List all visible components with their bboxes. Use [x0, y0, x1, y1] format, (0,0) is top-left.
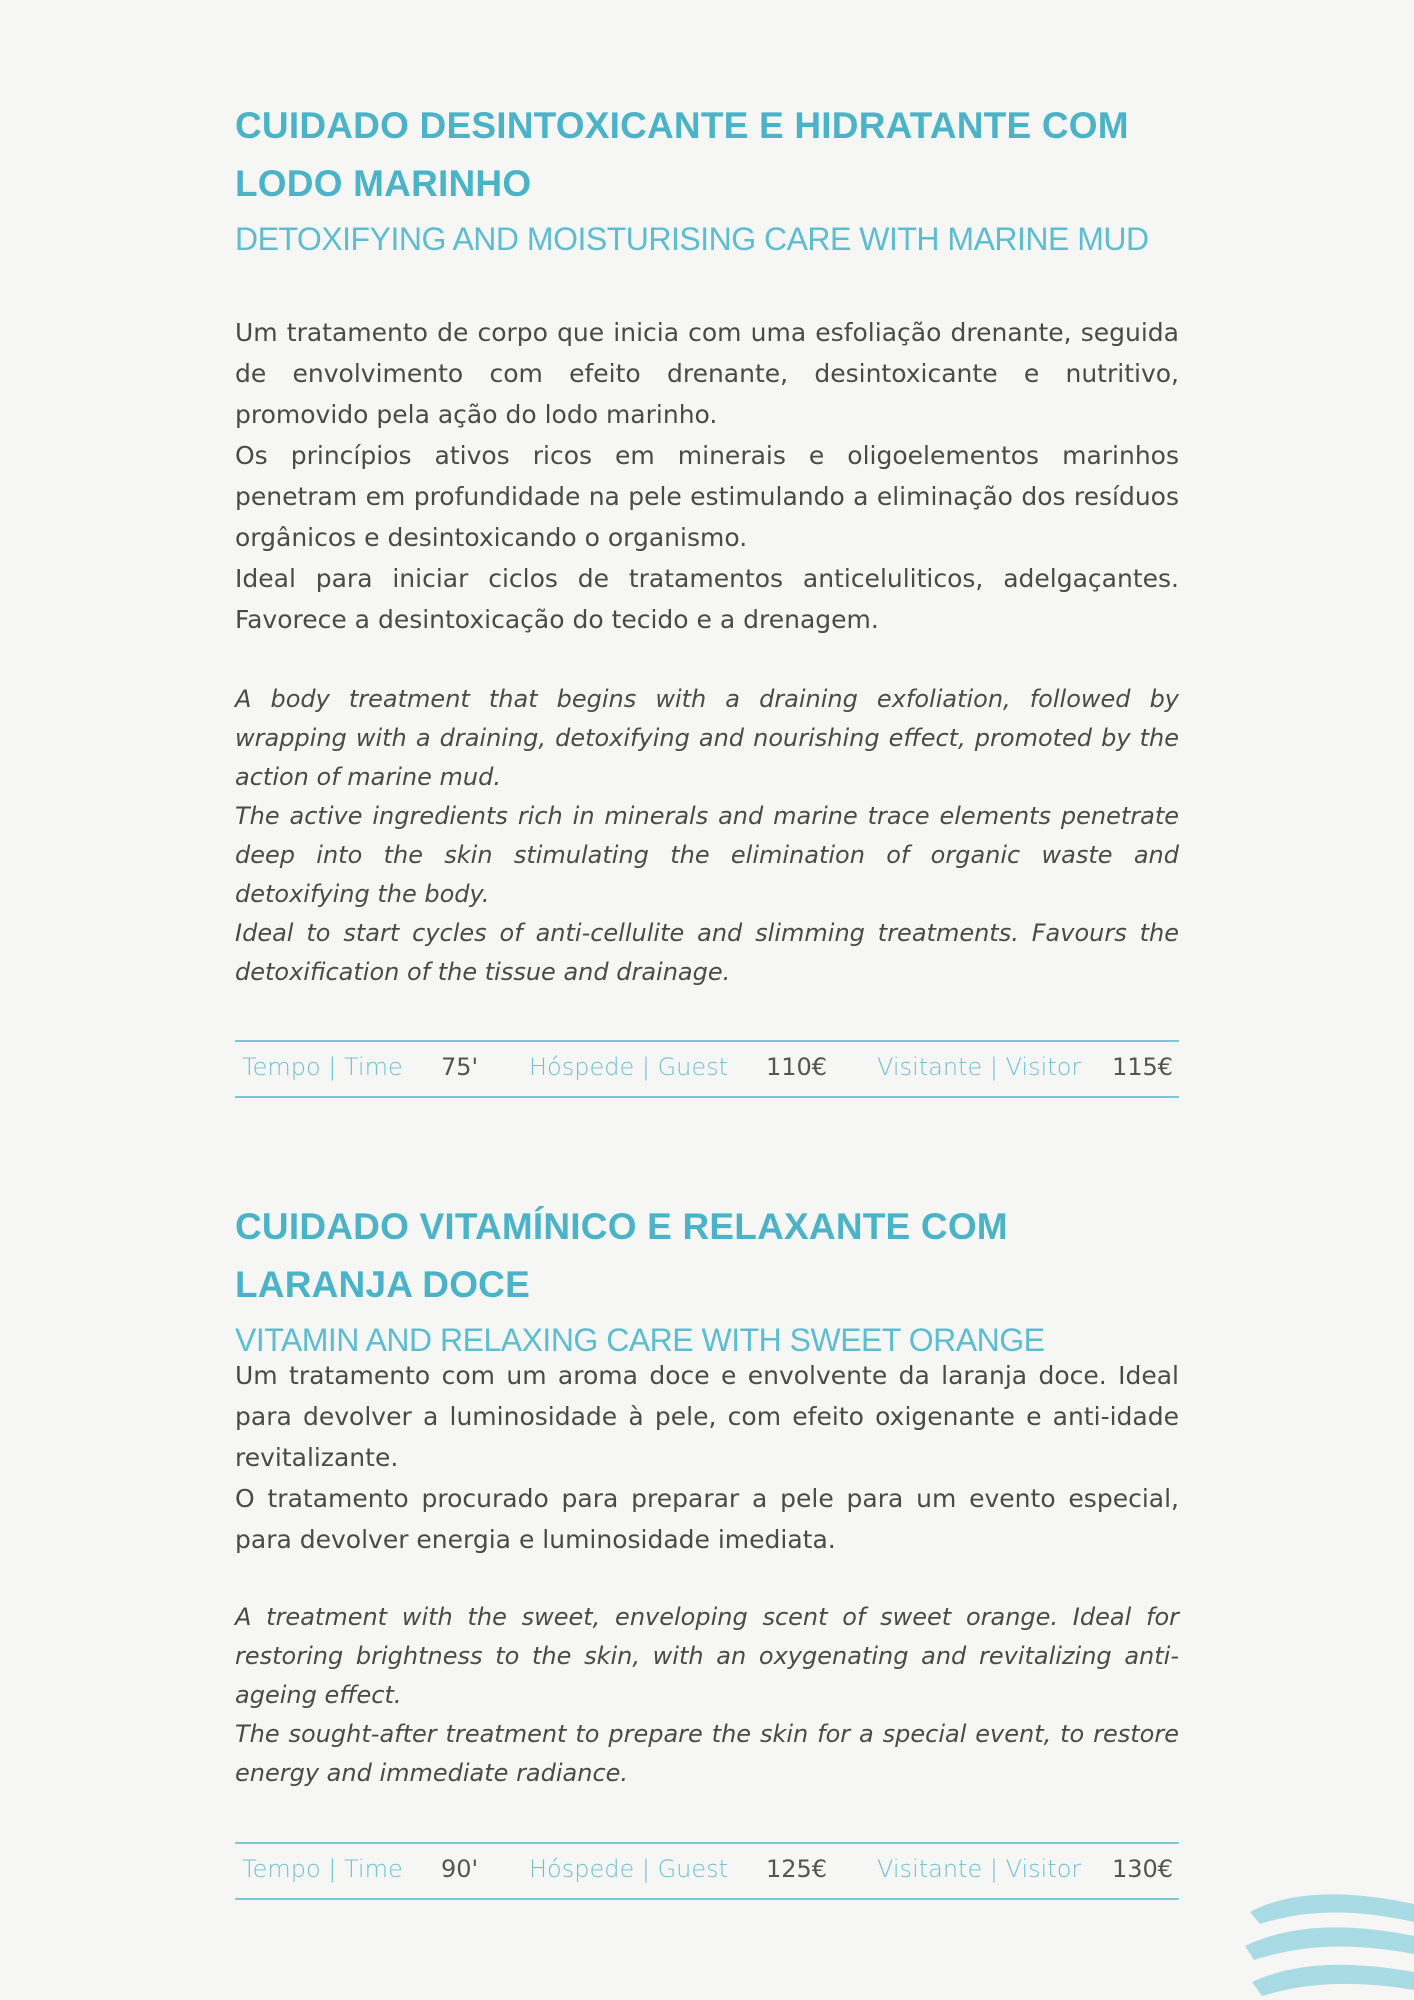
time-value: 90' — [441, 1855, 479, 1883]
treatment-title-pt-line: CUIDADO DESINTOXICANTE E HIDRATANTE COM — [235, 105, 1129, 146]
visitor-price: 130€ — [1112, 1855, 1174, 1883]
treatment-sweet-orange — [235, 1198, 1179, 1362]
paragraph: Ideal para iniciar ciclos de tratamentos anticeluliticos, adelgaçantes. Favorece a desintoxicação do tecido e a drenagem. — [235, 564, 1179, 634]
guest-label: Hóspede | Guest — [529, 1053, 729, 1081]
paragraph: A treatment with the sweet, enveloping scent of sweet orange. Ideal for restoring brightness to the skin, with an oxygenating and revitalizing anti-ageing effect. — [235, 1603, 1179, 1709]
price-bar — [235, 1040, 1179, 1098]
paragraph: The sought-after treatment to prepare the skin for a special event, to restore energy and immediate radiance. — [235, 1720, 1179, 1787]
description-en-text — [235, 1598, 1179, 1793]
price-bar — [235, 1842, 1179, 1900]
treatment-description-pt — [235, 312, 1179, 640]
treatment-title-pt — [235, 97, 1179, 213]
treatment-title-pt — [235, 1198, 1179, 1314]
paragraph: Ideal to start cycles of anti-cellulite and slimming treatments. Favours the detoxification of the tissue and drainage. — [235, 919, 1179, 986]
guest-price: 125€ — [766, 1855, 828, 1883]
treatment-marine-mud — [235, 97, 1179, 261]
treatment-description-en — [235, 680, 1179, 992]
wave-logo-icon — [1240, 1890, 1414, 2000]
treatment-title-en: DETOXIFYING AND MOISTURISING CARE WITH MARINE MUD — [235, 221, 1149, 257]
visitor-label: Visitante | Visitor — [877, 1053, 1082, 1081]
description-pt-text — [235, 1355, 1179, 1560]
visitor-price: 115€ — [1112, 1053, 1174, 1081]
paragraph: Um tratamento com um aroma doce e envolvente da laranja doce. Ideal para devolver a luminosidade à pele, com efeito oxigenante e anti-idade revitalizante. — [235, 1361, 1179, 1472]
paragraph: Os princípios ativos ricos em minerais e oligoelementos marinhos penetram em profundidade na pele estimulando a eliminação dos resíduos orgânicos e desintoxicando o organismo. — [235, 441, 1179, 552]
time-label: Tempo | Time — [242, 1855, 403, 1883]
treatment-title-pt-line: CUIDADO VITAMÍNICO E RELAXANTE COM LARANJA DOCE — [235, 1206, 1008, 1305]
visitor-label: Visitante | Visitor — [877, 1855, 1082, 1883]
paragraph: The active ingredients rich in minerals and marine trace elements penetrate deep into the skin stimulating the elimination of organic waste and detoxifying the body. — [235, 802, 1179, 908]
guest-price: 110€ — [766, 1053, 828, 1081]
treatment-description-pt — [235, 1355, 1179, 1560]
treatment-description-en — [235, 1598, 1179, 1793]
paragraph: O tratamento procurado para preparar a pele para um evento especial, para devolver energia e luminosidade imediata. — [235, 1484, 1179, 1554]
time-label: Tempo | Time — [242, 1053, 403, 1081]
description-pt-text — [235, 312, 1179, 640]
time-value: 75' — [441, 1053, 479, 1081]
paragraph: A body treatment that begins with a draining exfoliation, followed by wrapping with a draining, detoxifying and nourishing effect, promoted by the action of marine mud. — [235, 685, 1179, 791]
description-en-text — [235, 680, 1179, 992]
treatment-title-pt-line: LODO MARINHO — [235, 163, 532, 204]
guest-label: Hóspede | Guest — [529, 1855, 729, 1883]
paragraph: Um tratamento de corpo que inicia com uma esfoliação drenante, seguida de envolvimento com efeito drenante, desintoxicante e nutritivo, promovido pela ação do lodo marinho. — [235, 318, 1179, 429]
treatment-title-en: VITAMIN AND RELAXING CARE WITH SWEET ORANGE — [235, 1322, 1045, 1358]
